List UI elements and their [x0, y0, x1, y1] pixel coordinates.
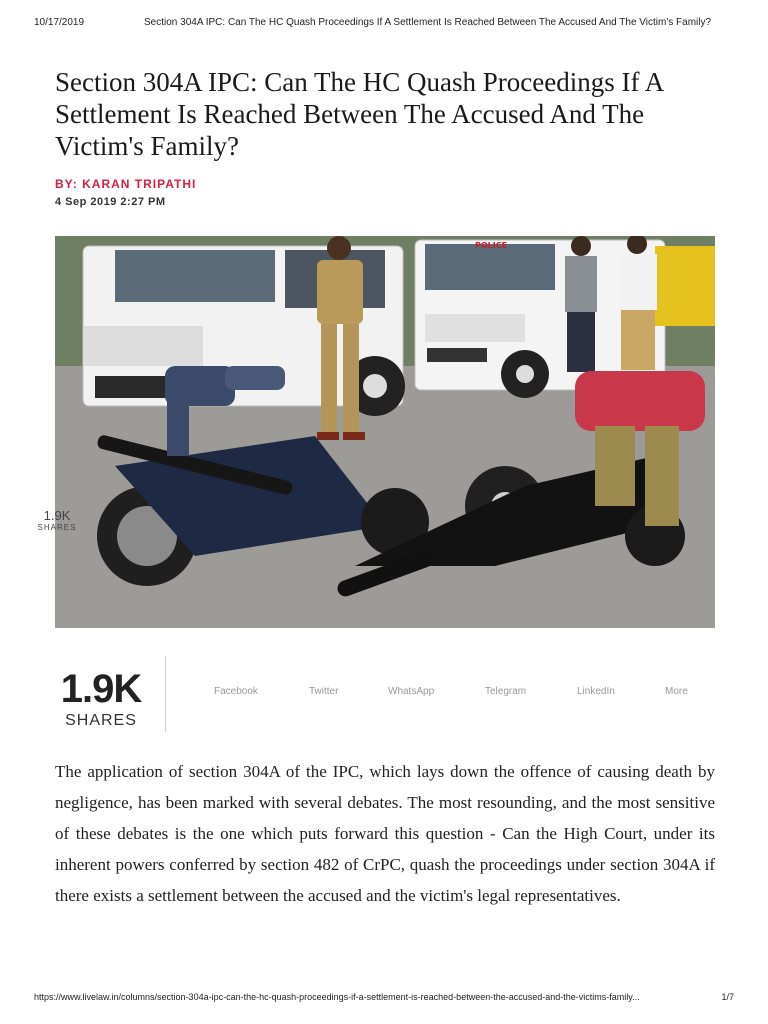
- share-bar: [55, 656, 715, 732]
- floating-share-counter: [34, 508, 80, 532]
- van-police-label: POLICE: [475, 241, 508, 250]
- share-facebook-link[interactable]: Facebook: [214, 686, 258, 697]
- print-url: https://www.livelaw.in/columns/section-304a-ipc-can-the-hc-quash-proceedings-if-a-settlement-is-reached-between-the-accused-and-the-victims-family...: [34, 992, 640, 1002]
- floating-share-count: 1.9K: [43, 508, 71, 523]
- article-body: The application of section 304A of the IPC, which lays down the offence of causing death by negligence, has been marked with several debates. The most resounding, and the most sensitive of these debates is the one which puts forward this question - Can the High Court, under its inherent powers conferred by section 482 of CrPC, quash the proceedings under section 304A if there exists a settlement between the accused and the victim's legal representatives.: [55, 762, 715, 905]
- print-date: 10/17/2019: [34, 17, 85, 28]
- share-count-label: SHARES: [65, 712, 137, 729]
- article-photo: [55, 236, 715, 628]
- print-header: [34, 17, 734, 31]
- share-whatsapp-link[interactable]: WhatsApp: [388, 686, 435, 697]
- article-photo-illustration: [55, 236, 715, 628]
- share-count: 1.9K: [60, 667, 142, 711]
- floating-share-label: SHARES: [37, 523, 77, 532]
- article-headline: Section 304A IPC: Can The HC Quash Proceedings If A Settlement Is Reached Between The Accused And The Victim's Family?: [55, 67, 663, 161]
- share-twitter-link[interactable]: Twitter: [309, 686, 339, 697]
- share-more-link[interactable]: More: [665, 686, 688, 697]
- print-title: Section 304A IPC: Can The HC Quash Proceedings If A Settlement Is Reached Between The Accused And The Victim's Family?: [144, 17, 712, 28]
- share-linkedin-link[interactable]: LinkedIn: [577, 686, 615, 697]
- print-page-number: 1/7: [721, 992, 734, 1002]
- article-date: 4 Sep 2019 2:27 PM: [55, 196, 166, 208]
- share-divider: [165, 656, 166, 732]
- share-telegram-link[interactable]: Telegram: [485, 686, 527, 697]
- share-count-block: [55, 668, 147, 730]
- article-byline[interactable]: BY: KARAN TRIPATHI: [55, 177, 197, 191]
